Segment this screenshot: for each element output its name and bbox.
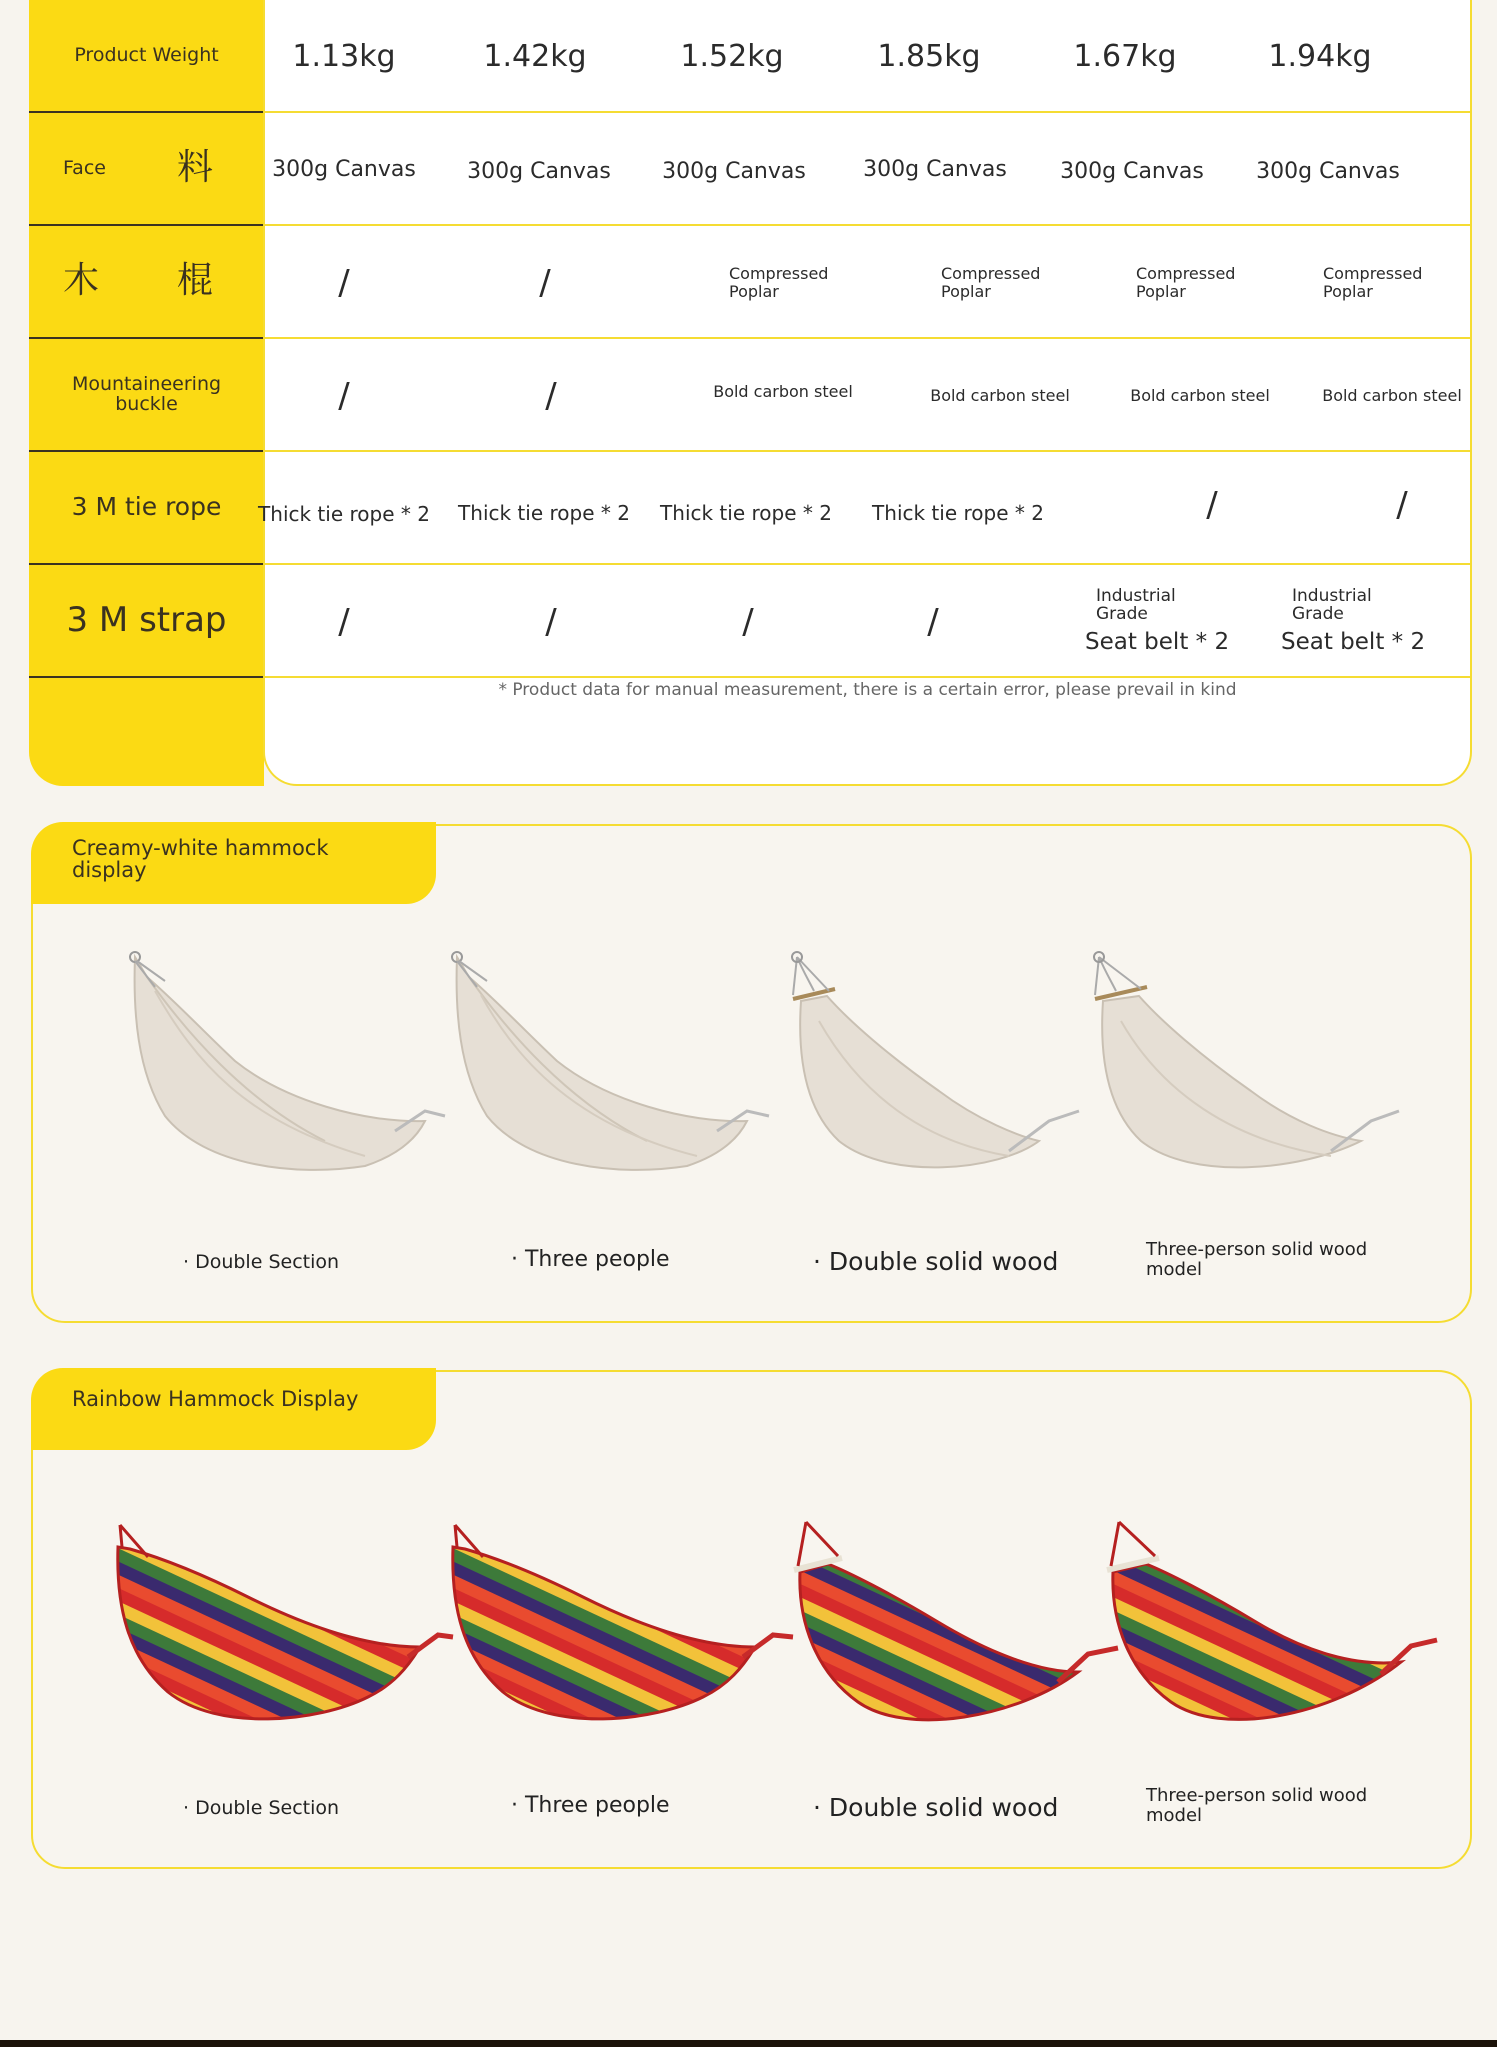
row-label-zh: 料 — [177, 147, 214, 188]
item-caption: · Double Section — [183, 1251, 340, 1273]
cell: Thick tie rope * 2 — [872, 500, 1044, 525]
cell: Compressed Poplar — [941, 263, 1041, 301]
cell: Bold carbon steel — [1322, 386, 1462, 405]
cell — [1281, 565, 1461, 678]
cell: 300g Canvas — [863, 157, 1007, 182]
row-label — [29, 113, 264, 226]
cell: Bold carbon steel — [1130, 386, 1270, 405]
cell: 300g Canvas — [467, 159, 611, 184]
cell: 300g Canvas — [1060, 159, 1204, 184]
cell: / — [338, 262, 350, 303]
cell: 300g Canvas — [1256, 159, 1400, 184]
rainbow-hammock-panel — [31, 1370, 1472, 1869]
grade-label: Industrial Grade — [1292, 585, 1372, 624]
cell: / — [545, 601, 557, 642]
cell: 1.13kg — [292, 39, 396, 74]
row-label: Mountaineering buckle — [29, 339, 264, 452]
cell: / — [1206, 484, 1218, 525]
cell: Compressed Poplar — [1323, 263, 1423, 301]
cell: / — [742, 601, 754, 642]
cell: 1.85kg — [877, 39, 981, 74]
cell: Thick tie rope * 2 — [258, 501, 430, 526]
rainbow-hammock-image — [1101, 1512, 1461, 1752]
cell: / — [1396, 484, 1408, 525]
cell: 300g Canvas — [272, 157, 416, 182]
grade-label: Industrial Grade — [1096, 585, 1176, 624]
row-label-zh-1: 木 — [63, 260, 100, 301]
cell: Compressed Poplar — [1136, 263, 1236, 301]
cell: Compressed Poplar — [729, 263, 829, 301]
spec-table — [29, 0, 1472, 786]
cell — [1085, 565, 1265, 678]
cell: Thick tie rope * 2 — [458, 500, 630, 525]
spec-row-tie-rope — [29, 452, 1472, 565]
rainbow-hammock-image — [443, 1517, 803, 1757]
cell: / — [927, 601, 939, 642]
item-caption: · Double solid wood — [813, 1793, 1059, 1822]
row-label-en: Face — [63, 157, 106, 179]
item-caption: Three-person solid wood model — [1146, 1785, 1368, 1826]
row-label — [29, 226, 264, 339]
cell: Bold carbon steel — [930, 386, 1070, 405]
seat-belt: Seat belt * 2 — [1281, 629, 1426, 656]
creamy-hammock-image — [125, 951, 485, 1211]
item-caption: · Double solid wood — [813, 1247, 1059, 1276]
row-label: Product Weight — [29, 0, 264, 113]
measurement-note: * Product data for manual measurement, there is a certain error, please prevail in kind — [498, 680, 1237, 700]
cell: 1.42kg — [483, 39, 587, 74]
spec-row-strap — [29, 565, 1472, 678]
cell: Bold carbon steel — [713, 382, 853, 401]
creamy-hammock-image — [447, 951, 807, 1211]
cell: / — [539, 262, 551, 303]
cell: 1.52kg — [680, 39, 784, 74]
cell: 1.94kg — [1268, 39, 1372, 74]
item-caption: Three-person solid wood model — [1146, 1239, 1368, 1280]
item-caption: · Double Section — [183, 1797, 340, 1819]
bottom-strip — [0, 2040, 1497, 2047]
item-caption: · Three people — [511, 1247, 670, 1272]
row-label: 3 M strap — [29, 565, 264, 678]
rainbow-hammock-image — [108, 1517, 468, 1757]
item-caption: · Three people — [511, 1793, 670, 1818]
spec-row-face — [29, 113, 1472, 226]
row-label: 3 M tie rope — [29, 452, 264, 565]
cell: 300g Canvas — [662, 159, 806, 184]
seat-belt: Seat belt * 2 — [1085, 629, 1230, 656]
spec-row-wood-stick — [29, 226, 1472, 339]
creamy-hammock-image — [1081, 951, 1441, 1211]
spec-row-weight — [29, 0, 1472, 113]
spec-row-buckle — [29, 339, 1472, 452]
panel-title — [31, 822, 436, 904]
panel-title-text: Creamy-white hammock display — [72, 836, 329, 883]
row-label-zh-2: 棍 — [177, 260, 214, 301]
cell: Thick tie rope * 2 — [660, 500, 832, 525]
cell: 1.67kg — [1073, 39, 1177, 74]
cell: / — [338, 601, 350, 642]
cell: / — [338, 375, 350, 416]
panel-title: Rainbow Hammock Display — [31, 1368, 436, 1450]
cell: / — [545, 375, 557, 416]
creamy-hammock-panel — [31, 824, 1472, 1323]
rainbow-hammock-image — [788, 1512, 1148, 1752]
